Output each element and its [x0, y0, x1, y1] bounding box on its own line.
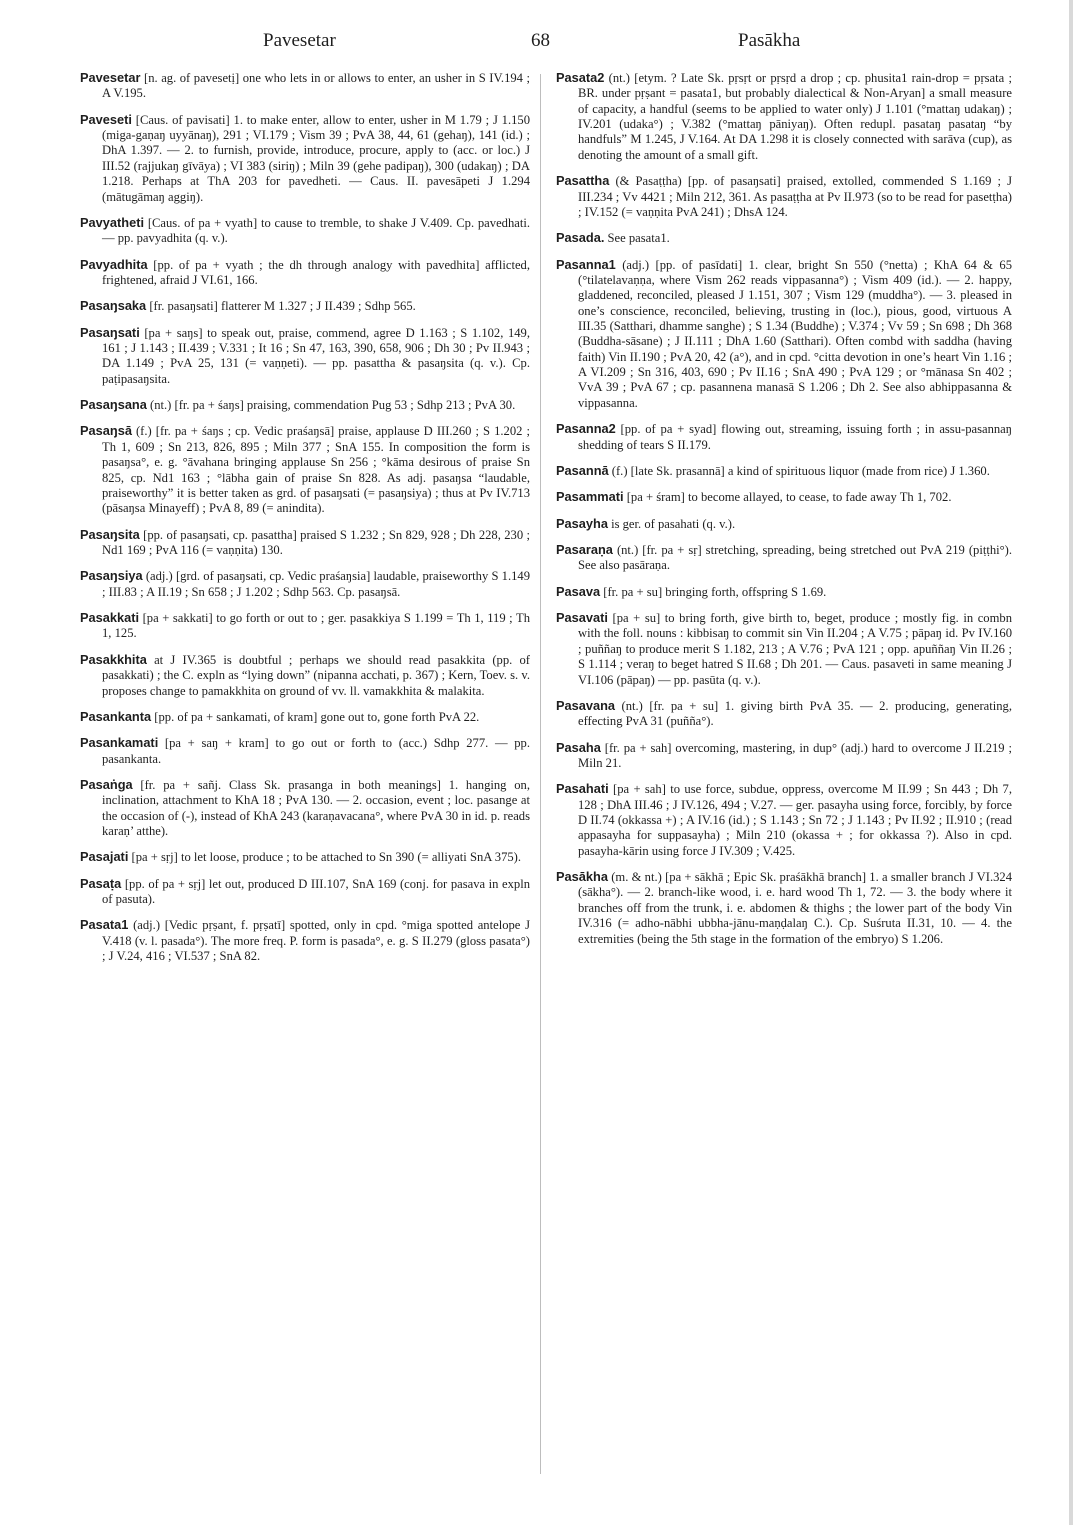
entry-definition: [Caus. of pa + vyath] to cause to tremble, to shake J V.409. Cp. pavedhati. — pp. pavyadhita (q. v.).: [102, 215, 530, 246]
dictionary-entry: [556, 489, 1012, 505]
entry-definition: [pa + su] to bring forth, give birth to, beget, produce ; mostly fig. in combn with the foll. nouns : kibbisaŋ to commit sin Vin II.204 ; A V.75 ; pāpaŋ id. Pv IV.160 ; puññaŋ to produce merit S 1.182, 213 ; A V.76 ; PvA 121 ; opp. apuññaŋ Vin II.26 ; S 1.114 ; veraŋ to beget hatred S II.68 ; Dh 201. — Caus. pasaveti in same meaning J VI.106 (pāpaŋ) — pp. pasūta (q. v.).: [578, 611, 1012, 687]
entry-headword: Pasaraṇa: [556, 541, 613, 557]
dictionary-entry: [556, 610, 1012, 688]
dictionary-entry: [80, 876, 530, 908]
entry-definition: [fr. pa + su] bringing forth, offspring S 1.69.: [600, 584, 827, 599]
entry-headword: Pasaŋsaka: [80, 298, 147, 314]
entry-headword: Pasākha: [556, 869, 608, 885]
entry-definition: (f.) [late Sk. prasannā] a kind of spirituous liquor (made from rice) J 1.360.: [608, 463, 990, 478]
dictionary-entry: [80, 610, 530, 642]
entry-headword: Pasannā: [556, 462, 609, 478]
entry-definition: [pp. of pa + syad] flowing out, streaming, issuing forth ; in assu-pasannaŋ shedding of tears S II.179.: [578, 422, 1012, 452]
entry-headword: Pasankamati: [80, 735, 159, 751]
entry-definition: (m. & nt.) [pa + sākhā ; Epic Sk. praśākhā branch] 1. a smaller branch J VI.324 (sākha°). — 2. branch-like wood, i. e. hard wood Th 1, 72. — 3. the body where it branches off from the trunk, i. e. abdomen & thighs ; the lower part of the body Vin IV.316 (= adho-nābhi ubbha-jānu-maṇḍalaŋ C.). Cp. Suśruta II.31, 10. — 4. the extremities (being the 5th stage in the formation of the embryo) S 1.206.: [578, 870, 1012, 946]
entry-definition: [fr. pa + sah] overcoming, mastering, in dup° (adj.) hard to overcome J II.219 ; Miln 21.: [578, 740, 1012, 770]
page-header: [80, 26, 1020, 56]
entry-headword: Pasata1: [80, 917, 129, 933]
entry-headword: Pasaŋsita: [80, 526, 140, 542]
dictionary-entry: [80, 527, 530, 559]
entry-definition: [fr. pa + sañj. Class Sk. prasanga in both meanings] 1. hanging on, inclination, attachment to KhA 18 ; PvA 130. — 2. occasion, event ; loc. pasange at the occasion of (-), instead of KhA 243 (karaṇavacana°, where PvA 30 in id. p. reads karaṇ’ atthe).: [102, 777, 530, 839]
entry-headword: Pasakkhita: [80, 651, 147, 667]
entry-headword: Pasada.: [556, 230, 605, 246]
entry-definition: (nt.) [fr. pa + śaŋs] praising, commendation Pug 53 ; Sdhp 213 ; PvA 30.: [146, 398, 516, 413]
entry-definition: [Caus. of pavisati] 1. to make enter, allow to enter, usher in M 1.79 ; J 1.150 (miga-gaṇaŋ uyyānaŋ), 291 ; VI.179 ; Vism 39 ; PvA 38, 44, 61 (gehaŋ), 141 (id.) ; DhA 1.397. — 2. to furnish, provide, introduce, procure, apply to (acc. or loc.) J III.52 (rajjukaŋ gīvāya) ; VI 383 (siriŋ) ; Miln 39 (gehe padipaŋ), 300 (udakaŋ) ; DA 1.218. Perhaps at ThA 203 for pavedheti. — Caus. II. pavesāpeti J 1.294 (mātugāmaŋ aggiŋ).: [102, 112, 530, 204]
entry-definition: [pp. of pasaŋsati, cp. pasattha] praised S 1.232 ; Sn 829, 928 ; Dh 228, 230 ; Nd1 169 ; PvA 116 (= vaṇṇita) 130.: [102, 527, 530, 557]
dictionary-entry: [556, 542, 1012, 574]
entry-definition: (nt.) [etym. ? Late Sk. pṛsṛt or pṛsṛd a drop ; cp. phusita1 rain-drop = pṛsata ; BR. under pṛṣant = pasata1, but probably dialectical & Non-Aryan] a small measure of capacity, a handful (seems to be applied to water only) J 1.101 (°mattaŋ udakaŋ) ; IV.201 (udaka°) ; V.382 (°mattaŋ pāniyaŋ). Often redupl. pasataŋ pasataŋ “by handfuls” M 1.245, J V.164. At DA 1.298 it is closely connected with sarāva (cup), as denoting the amount of a small gift.: [578, 71, 1012, 162]
entry-headword: Pasajati: [80, 849, 129, 865]
entry-definition: (adj.) [grd. of pasaŋsati, cp. Vedic praśaŋsia] laudable, praiseworthy S 1.149 ; III.83 ; A II.19 ; Sn 658 ; J 1.202 ; Sdhp 563. Cp. pasaŋsā.: [102, 569, 530, 599]
entry-headword: Pasaŋsana: [80, 397, 147, 413]
entry-definition: [pa + śram] to become allayed, to cease, to fade away Th 1, 702.: [623, 490, 952, 505]
entry-headword: Pasaṭa: [80, 875, 122, 891]
entry-definition: [pa + saŋ + kram] to go out or forth to (acc.) Sdhp 277. — pp. pasankanta.: [102, 736, 530, 766]
dictionary-entry: [80, 70, 530, 102]
entry-headword: Pasavana: [556, 697, 616, 713]
dictionary-entry: [556, 781, 1012, 859]
entry-headword: Pasaṅga: [80, 776, 133, 792]
dictionary-entry: [556, 698, 1012, 730]
entry-headword: Pasammati: [556, 489, 624, 505]
entry-headword: Pasayha: [556, 515, 608, 531]
entry-definition: (nt.) [fr. pa + sṛ] stretching, spreading, being stretched out PvA 219 (piṭṭhi°). See also pasāraṇa.: [578, 542, 1012, 573]
left-column: [80, 70, 530, 975]
dictionary-entry: [80, 257, 530, 289]
dictionary-entry: [80, 709, 530, 725]
dictionary-entry: [80, 298, 530, 314]
dictionary-entry: [556, 257, 1012, 412]
entry-definition: (adj.) [pp. of pasīdati] 1. clear, bright Sn 550 (°netta) ; KhA 64 & 65 (°tilatelavaṇṇa, where Vism 262 reads vippasanna°) ; Vism 409 (id.). — 2. happy, gladdened, reconciled, pleased J 1.151, 307 ; Vism 129 (muddha°). — 3. pleased in one’s conscience, reconciled, believing, trusting in (loc.), pious, good, virtuous A III.35 (Satthari, dhamme sanghe) ; S 1.34 (Buddhe) ; V.374 ; Vv 59 ; Sn 698 ; Dh 368 (Buddha-sāsane) ; J II.111 ; DhA 1.60 (Satthari). Often combd with saddha (having faith) Vin II.190 ; PvA 20, 42 (a°), and in cpd. °citta devotion in one’s heart Vin 1.16 ; A VI.209 ; Sn 316, 403, 690 ; Pv II.16 ; SnA 490 ; PvA 129 ; or °mānasa Sn 402 ; VvA 39 ; PvA 67 ; cp. pasannena manasā S 1.206 ; Dh 2. See also abhippasanna & vippasanna.: [578, 257, 1012, 410]
entry-definition: [pa + saŋs] to speak out, praise, commend, agree D 1.163 ; S 1.102, 149, 161 ; J 1.143 ; II.439 ; V.331 ; It 16 ; Sn 47, 163, 390, 658, 906 ; Dh 30 ; Pv II.943 ; DA 1.149 ; PvA 25, 131 (= vaṇṇeti). — pp. pasattha & pasaŋsita (q. v.). Cp. paṭipasaŋsita.: [102, 325, 530, 386]
entry-definition: (& Pasaṭṭha) [pp. of pasaŋsati] praised, extolled, commended S 1.169 ; J III.234 ; Vv 4421 ; Miln 212, 361. As pasaṭṭha at Pv II.973 (so to be read for pasetṭha) ; IV.152 (= vaṇṇita PvA 241) ; DhsA 124.: [578, 174, 1012, 219]
entry-definition: [pp. of pa + sṛj] let out, produced D III.107, SnA 169 (conj. for pasava in expln of pasuta).: [102, 876, 530, 907]
entry-headword: Pasaha: [556, 739, 601, 755]
column-divider: [540, 74, 541, 1474]
dictionary-entry: [80, 397, 530, 413]
entry-headword: Pavyatheti: [80, 214, 145, 230]
entry-definition: [pp. of pa + sankamati, of kram] gone out to, gone forth PvA 22.: [151, 709, 480, 724]
entry-headword: Pasaŋsā: [80, 423, 132, 439]
entry-headword: Pasanna2: [556, 421, 616, 437]
entry-headword: Pasanna1: [556, 256, 616, 272]
dictionary-entry: [556, 230, 1012, 246]
entry-headword: Pasaŋsiya: [80, 568, 143, 584]
dictionary-entry: [80, 215, 530, 247]
entry-definition: (adj.) [Vedic pṛṣant, f. pṛṣatī] spotted, only in cpd. °miga spotted antelope J V.418 (v. l. pasada°). The more freq. P. form is pasada°, e. g. S II.279 (gloss pasata°) ; J V.24, 416 ; VI.537 ; SnA 82.: [102, 918, 530, 964]
page-number: 68: [531, 30, 550, 51]
entry-headword: Paveseti: [80, 111, 132, 127]
header-right-guideword: Pasākha: [738, 30, 801, 51]
entry-headword: Pasaŋsati: [80, 324, 140, 340]
entry-headword: Pasakkati: [80, 610, 140, 626]
dictionary-entry: [556, 421, 1012, 453]
entry-definition: [fr. pasaŋsati] flatterer M 1.327 ; J II.439 ; Sdhp 565.: [146, 299, 416, 314]
dictionary-entry: [80, 112, 530, 205]
entry-definition: [n. ag. of pavesetị] one who lets in or allows to enter, an usher in S IV.194 ; A V.195.: [102, 71, 530, 101]
entry-definition: at J IV.365 is doubtful ; perhaps we should read pasakkita (pp. of pasakkati) ; the C. expln as “lying down” (nipanna acchati, p. 367) ; Kern, Toev. s. v. proposes change to pamakkhita on ground of vv. ll. vamakkhita & malakita.: [102, 652, 530, 698]
dictionary-entry: [80, 777, 530, 839]
entry-headword: Pasattha: [556, 173, 610, 189]
entry-headword: Pavyadhita: [80, 256, 148, 272]
dictionary-entry: [556, 740, 1012, 772]
entry-definition: See pasata1.: [604, 231, 670, 246]
entry-headword: Pasata2: [556, 70, 605, 85]
entry-headword: Pasahati: [556, 781, 609, 797]
dictionary-entry: [80, 325, 530, 387]
dictionary-entry: [80, 917, 530, 964]
right-column: [556, 70, 1012, 957]
dictionary-entry: [556, 173, 1012, 220]
entry-definition: [pa + sṛj] to let loose, produce ; to be attached to Sn 390 (= alliyati SnA 375).: [128, 850, 522, 865]
entry-headword: Pavesetar: [80, 70, 141, 85]
entry-definition: [pp. of pa + vyath ; the dh through analogy with pavedhita] afflicted, frightened, afraid J VI.61, 166.: [102, 257, 530, 287]
entry-definition: [pa + sakkati] to go forth or out to ; ger. pasakkiya S 1.199 = Th 1, 119 ; Th 1, 125.: [102, 611, 530, 641]
entry-headword: Pasava: [556, 583, 601, 599]
dictionary-entry: [80, 652, 530, 699]
dictionary-entry: [556, 584, 1012, 600]
dictionary-entry: [80, 568, 530, 600]
entry-definition: (nt.) [fr. pa + su] 1. giving birth PvA 35. — 2. producing, generating, effecting PvA 31 (puñña°).: [578, 698, 1012, 729]
dictionary-entry: [556, 516, 1012, 532]
dictionary-entry: [80, 423, 530, 516]
entry-headword: Pasavati: [556, 610, 608, 626]
dictionary-entry: [556, 70, 1012, 163]
entry-definition: [pa + sah] to use force, subdue, oppress, overcome M II.99 ; Sn 443 ; Dh 7, 128 ; DhA III.46 ; J IV.126, 494 ; V.27. — ger. pasayha using force, forcibly, by force D II.74 (okkassa +) ; A IV.16 (id.) ; S 1.143 ; Sn 72 ; J 1.143 ; Pv II.92 ; II.910 ; (read appasayha for suppasayha) ; Miln 210 (okassa + ; for okkassa ?). Also in cpd. pasayha-kārin using force J IV.309 ; V.425.: [578, 782, 1012, 858]
dictionary-entry: [556, 869, 1012, 947]
dictionary-entry: [80, 849, 530, 865]
header-left-guideword: Pavesetar: [263, 30, 336, 51]
entry-headword: Pasankanta: [80, 708, 152, 724]
entry-definition: (f.) [fr. pa + śaŋs ; cp. Vedic praśaŋsā] praise, applause D III.260 ; S 1.202 ; Th 1, 609 ; Sn 213, 826, 895 ; Miln 377 ; SnA 155. In composition the form is pasaŋsa°, e. g. °āvahana bringing applause Sn 256 ; °kāma desirous of praise Sn 825, cp. Nd1 163 ; °lābha gain of praise Sn 828. As adj. pasaŋsa “laudable, praiseworthy” it is better taken as grd. of pasaŋsati (= pasaŋsiya) ; thus at Pv IV.713 (pāsaŋsa Minayeff) ; PvA 8, 89 (= anindita).: [102, 424, 530, 516]
dictionary-entry: [556, 463, 1012, 479]
entry-definition: is ger. of pasahati (q. v.).: [607, 516, 736, 531]
page-edge: [1069, 0, 1073, 1525]
dictionary-entry: [80, 735, 530, 767]
